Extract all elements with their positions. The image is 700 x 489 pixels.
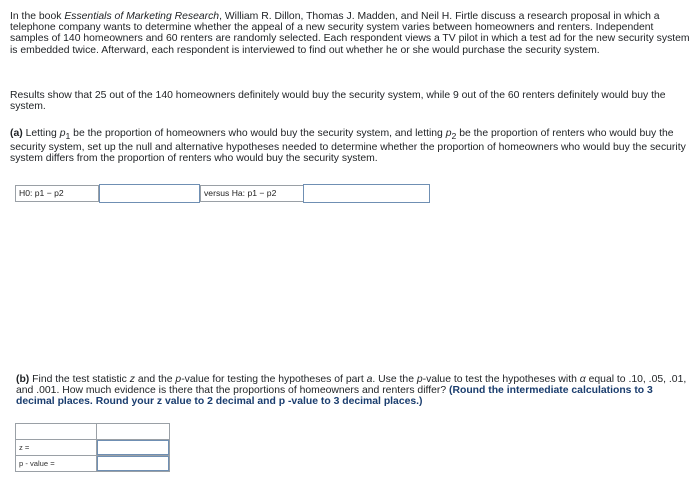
- ha-label: versus Ha: p1 − p2: [200, 185, 304, 202]
- z-input[interactable]: [97, 440, 169, 455]
- empty-header-cell: [16, 424, 97, 440]
- answer-table: [15, 423, 170, 472]
- problem-intro: In the book Essentials of Marketing Research, William R. Dillon, Thomas J. Madden, and Neil H. Firtle discuss a research proposal in which a telephone company wants to determine whether the appeal of a new security system varies between homeowners and renters. Independent samples of 140 homeowners and 60 renters are randomly selected. Each respondent views a TV pilot in which a test ad for the new security system is embedded twice. Afterward, each respondent is interviewed to find out whether he or she would purchase the security system.: [10, 11, 690, 56]
- h0-label: H0: p1 − p2: [15, 185, 99, 202]
- book-title: Essentials of Marketing Research: [64, 11, 220, 22]
- table-row: [16, 424, 170, 440]
- ha-input[interactable]: [303, 184, 430, 203]
- z-label: z =: [16, 440, 97, 456]
- part-a-question: (a) Letting $p_1$ be the proportion of homeowners who would buy the security system, and letting $p_2$ be the proportion of renters who would buy the security system, set up the null and alternative hypotheses needed to determine whether the proportion of homeowners who would buy the security system differs from the proportion of renters who would buy the security system.: [10, 128, 686, 165]
- empty-header-cell: [97, 424, 170, 440]
- h0-input[interactable]: [99, 184, 200, 203]
- problem-results: Results show that 25 out of the 140 homeowners definitely would buy the security system, while 9 out of the 60 renters definitely would buy the system.: [10, 90, 666, 113]
- table-row: [16, 440, 170, 456]
- p-value-label: p - value =: [16, 456, 97, 472]
- table-row: [16, 456, 170, 472]
- rounding-instruction: (Round the intermediate calculations to 3 decimal places. Round your z value to 2 decimal and p -value to 3 decimal places.): [16, 385, 653, 408]
- p-value-input[interactable]: [97, 456, 169, 471]
- part-b-question: (b) Find the test statistic z and the p-value for testing the hypotheses of part a. Use the p-value to test the hypotheses with α equal to .10, .05, .01, and .001. How much evidence is there that the proportions of homeowners and renters differ? (Round the intermediate calculations to 3 decimal places. Round your z value to 2 decimal and p -value to 3 decimal places.): [16, 374, 687, 408]
